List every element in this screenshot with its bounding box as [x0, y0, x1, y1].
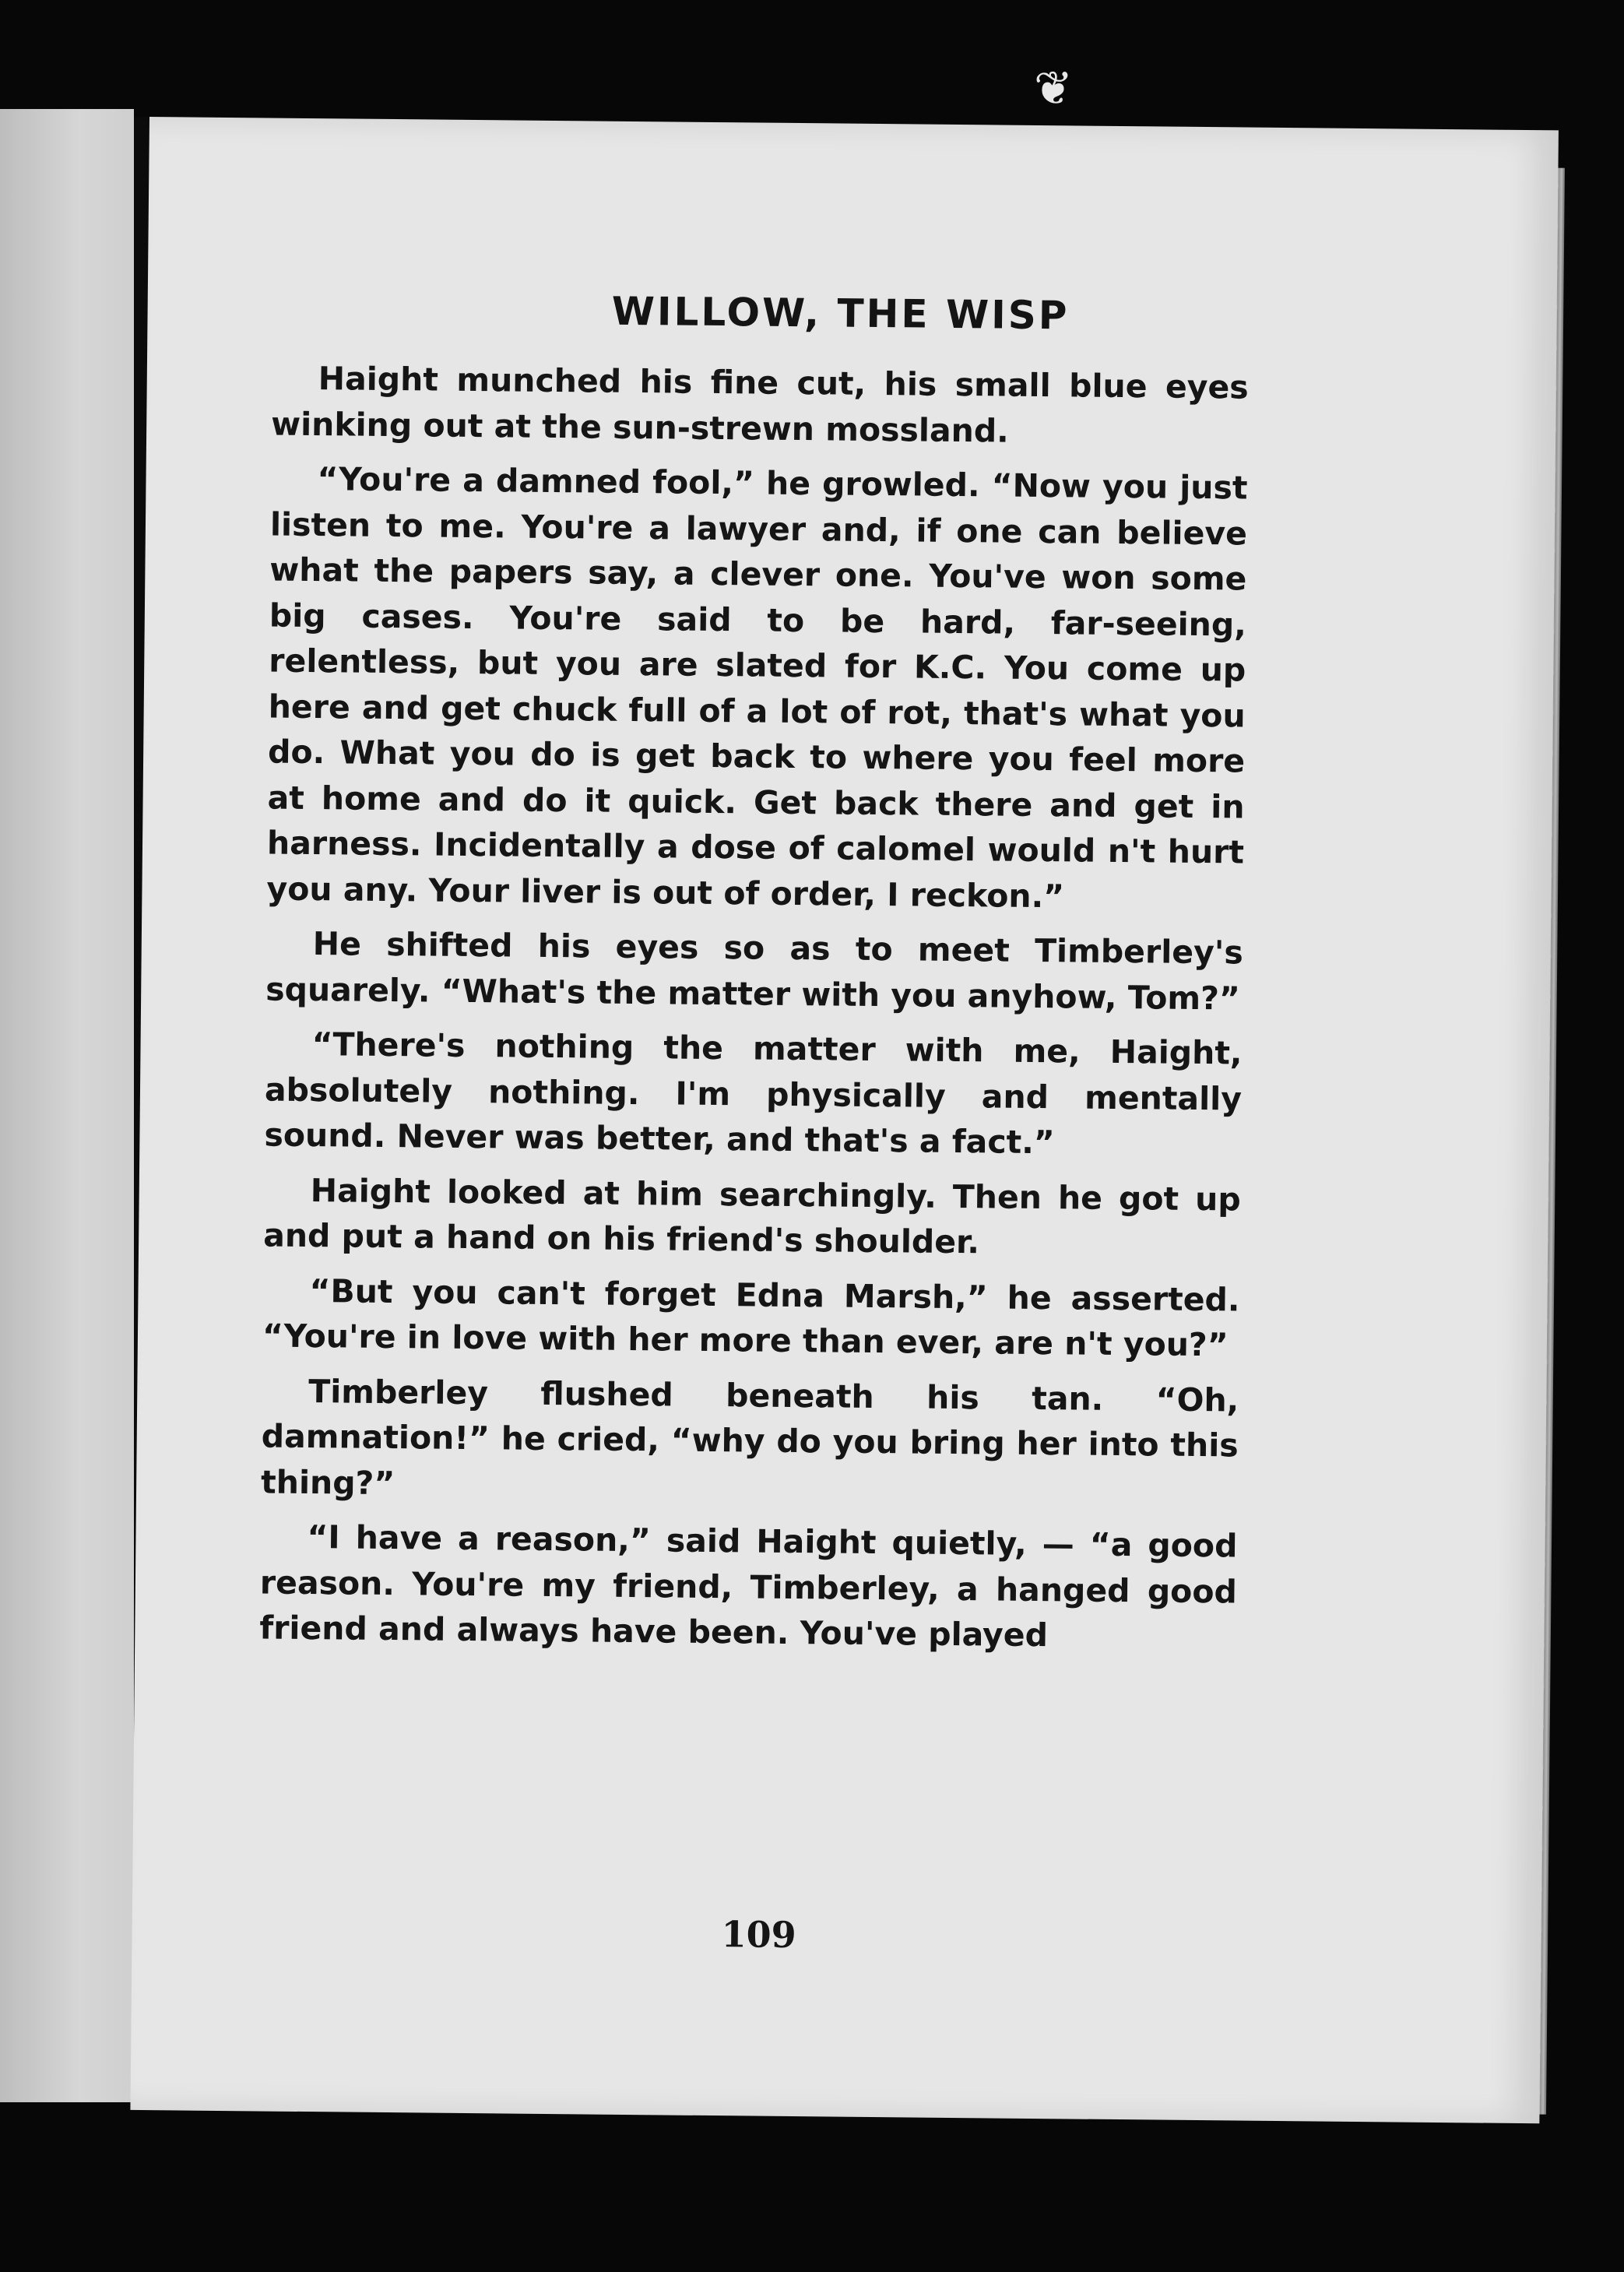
scan-blot-mark: ❦	[1033, 62, 1074, 116]
paragraph: Timberley flushed beneath his tan. “Oh, damnation!” he cried, “why do you bring her into this thing?”	[260, 1372, 1239, 1502]
paragraph: “You're a damned fool,” he growled. “Now you just listen to me. You're a lawyer and, if one can believe what the papers say, a clever one. You've won some big cases. You're said to be hard, far-seeing, relentless, but you are slated for K.C. You come up here and get chuck full of a lot of rot, that's what you do. What you do is get back to where you feel more at home and do it quick. Get back there and get in harness. Incidentally a dose of calomel would n't hurt you any. Your liver is out of order, I reckon.”	[266, 460, 1248, 915]
page-body-text	[259, 356, 1249, 1669]
running-head: WILLOW, THE WISP	[611, 288, 1070, 339]
paragraph: Haight munched his fine cut, his small blue eyes winking out at the sun-strewn mossland.	[270, 360, 1249, 450]
book-page	[130, 117, 1558, 2123]
paragraph: “But you can't forget Edna Marsh,” he asserted. “You're in love with her more than ever, are n't you?”	[262, 1271, 1240, 1364]
paragraph: He shifted his eyes so as to meet Timberley's squarely. “What's the matter with you anyhow, Tom?”	[265, 925, 1243, 1017]
paragraph: “I have a reason,” said Haight quietly, — “a good reason. You're my friend, Timberley, a hanged good friend and always have been. You've played	[259, 1518, 1238, 1655]
paragraph: “There's nothing the matter with me, Haight, absolutely nothing. I'm physically and mentally sound. Never was better, and that's a fact.”	[264, 1025, 1243, 1162]
previous-page-edge	[0, 109, 134, 2102]
paragraph: Haight looked at him searchingly. Then he got up and put a hand on his friend's shoulder.	[262, 1171, 1241, 1261]
page-number: 109	[721, 1913, 796, 1957]
